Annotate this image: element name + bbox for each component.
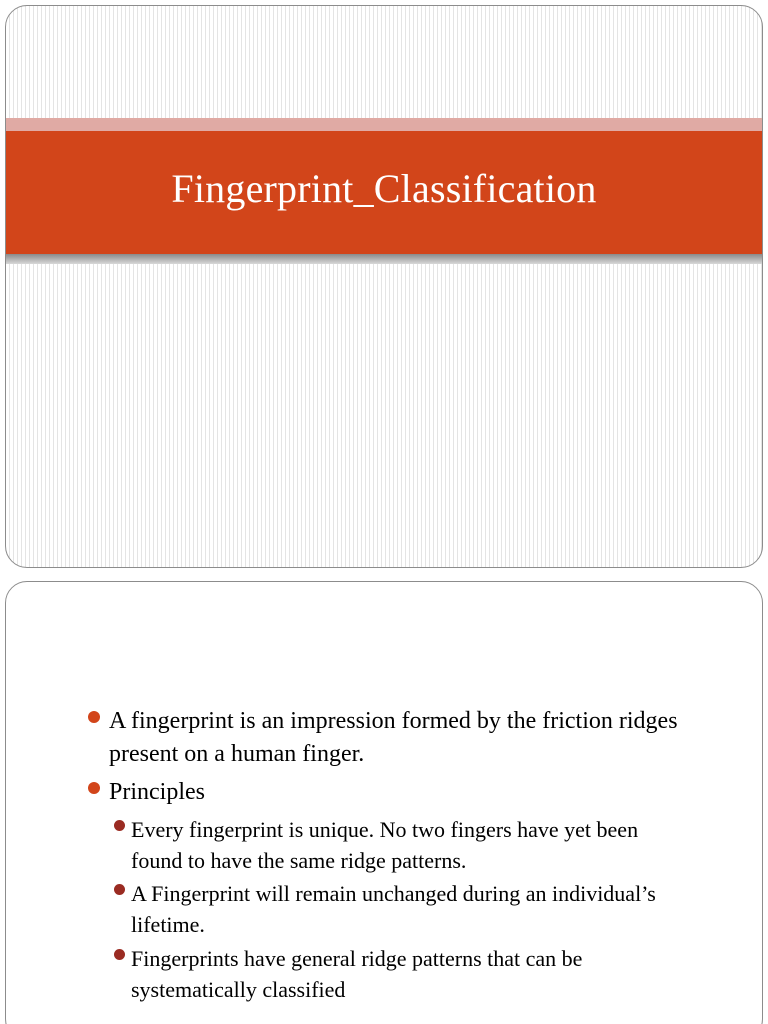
slide-title: Fingerprint_Classification [171,166,597,211]
content-slide [5,581,763,1024]
bullet-text: A fingerprint is an impression formed by the friction ridges present on a human finger. [109,708,678,767]
title-band [6,131,762,254]
round-bullet-icon [88,711,100,723]
title-band-accent [6,118,762,132]
sub-bullet-item [131,814,691,876]
round-bullet-icon [114,820,125,831]
sub-bullet-text: A Fingerprint will remain unchanged during an individual’s lifetime. [131,881,656,937]
title-band-shadow [6,254,762,264]
title-slide [5,5,763,568]
round-bullet-icon [114,884,125,895]
bullet-item [109,705,709,771]
sub-bullet-text: Every fingerprint is unique. No two fingers have yet been found to have the same ridge patterns. [131,817,639,873]
bullet-list [6,582,762,1024]
round-bullet-icon [114,949,125,960]
sub-bullet-item [131,878,691,940]
sub-bullet-text: Fingerprints have general ridge patterns that can be systematically classified [131,946,583,1002]
bullet-item [109,776,709,809]
bullet-text: Principles [109,779,205,805]
sub-bullet-item [131,943,691,1005]
round-bullet-icon [88,782,100,794]
